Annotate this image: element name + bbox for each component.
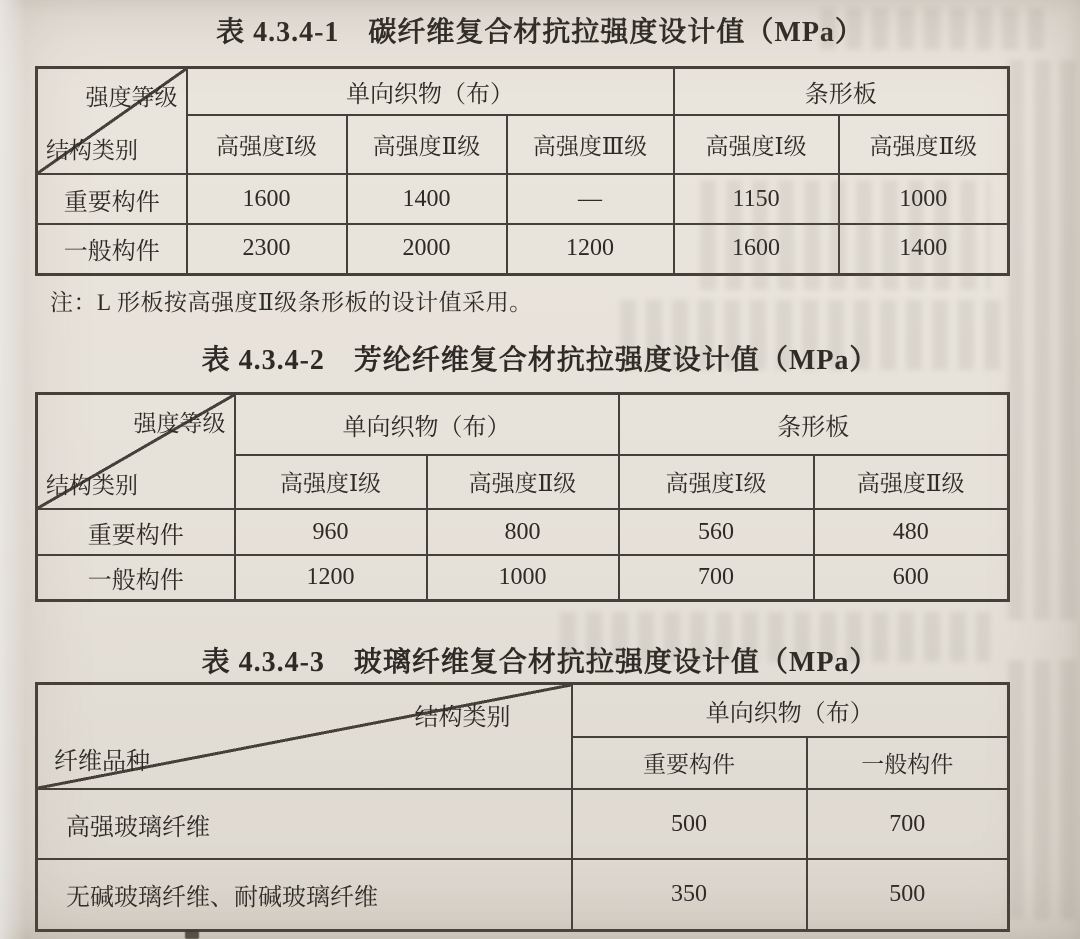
cell-value: 1600: [187, 174, 347, 224]
cell-value: 480: [814, 509, 1009, 555]
table1-title: 表 4.3.4-1 碳纤维复合材抗拉强度设计值（MPa）: [216, 17, 864, 48]
column-header: 高强度Ⅱ级: [427, 455, 619, 509]
bleed-through-smudge: [1008, 660, 1078, 920]
table-row: [37, 174, 1009, 224]
corner-bottom-label: 结构类别: [46, 138, 138, 163]
table3-title: 表 4.3.4-3 玻璃纤维复合材抗拉强度设计值（MPa）: [201, 647, 879, 678]
column-header: 高强度Ⅲ级: [507, 115, 674, 174]
group-header-strip: 条形板: [674, 68, 1009, 115]
corner-bottom-label: 结构类别: [46, 473, 138, 498]
row-label: 重要构件: [37, 174, 187, 224]
cell-value: 1600: [674, 224, 839, 274]
diagonal-header-cell: [37, 394, 235, 510]
cell-value: —: [507, 174, 674, 224]
table-carbon-fiber: [35, 66, 1010, 276]
cell-value: 960: [235, 509, 427, 555]
group-header-fabric: 单向织物（布）: [187, 68, 674, 115]
table2-title: 表 4.3.4-2 芳纶纤维复合材抗拉强度设计值（MPa）: [201, 345, 879, 376]
column-header: 高强度Ⅰ级: [619, 455, 814, 509]
cell-value: 1200: [507, 224, 674, 274]
diagonal-divider: [38, 69, 186, 173]
diagonal-divider: [38, 395, 234, 508]
corner-top-label: 强度等级: [133, 411, 226, 436]
table-glass-fiber: [35, 682, 1010, 932]
cell-value: 1000: [839, 174, 1009, 224]
row-label: 重要构件: [37, 509, 235, 555]
table-row: [37, 509, 1009, 555]
column-header: 高强度Ⅰ级: [674, 115, 839, 174]
column-header: 一般构件: [807, 737, 1009, 789]
diagonal-divider: [38, 685, 571, 788]
column-header: 重要构件: [572, 737, 807, 789]
table-row: [37, 789, 1009, 859]
column-header: 高强度Ⅰ级: [187, 115, 347, 174]
table-row: [37, 224, 1009, 274]
table-row: [37, 555, 1009, 600]
group-header-fabric: 单向织物（布）: [235, 394, 619, 455]
cell-value: 560: [619, 509, 814, 555]
cell-value: 500: [572, 789, 807, 859]
page-number-partial-mark: [185, 930, 199, 939]
corner-top-label: 结构类别: [414, 705, 511, 731]
row-label: 一般构件: [37, 555, 235, 600]
cell-value: 700: [807, 789, 1009, 859]
column-header: 高强度Ⅱ级: [347, 115, 507, 174]
group-header-fabric: 单向织物（布）: [572, 684, 1009, 737]
diagonal-header-cell: [37, 68, 187, 175]
group-header-strip: 条形板: [619, 394, 1009, 455]
diagonal-header-cell: [37, 684, 572, 790]
corner-bottom-label: 纤维品种: [54, 749, 150, 775]
column-header: 高强度Ⅱ级: [814, 455, 1009, 509]
row-label: 高强玻璃纤维: [37, 789, 572, 859]
cell-value: 350: [572, 859, 807, 930]
cell-value: 2000: [347, 224, 507, 274]
cell-value: 600: [814, 555, 1009, 600]
column-header: 高强度Ⅰ级: [235, 455, 427, 509]
cell-value: 800: [427, 509, 619, 555]
corner-top-label: 强度等级: [85, 85, 178, 110]
cell-value: 2300: [187, 224, 347, 274]
table1-note: 注：L 形板按高强度Ⅱ级条形板的设计值采用。: [50, 290, 533, 315]
cell-value: 1400: [839, 224, 1009, 274]
table-aramid-fiber: [35, 392, 1010, 602]
row-label: 无碱玻璃纤维、耐碱玻璃纤维: [37, 859, 572, 930]
column-header: 高强度Ⅱ级: [839, 115, 1009, 174]
cell-value: 1200: [235, 555, 427, 600]
cell-value: 1000: [427, 555, 619, 600]
cell-value: 500: [807, 859, 1009, 930]
page-edge-highlight: [0, 0, 26, 939]
cell-value: 700: [619, 555, 814, 600]
row-label: 一般构件: [37, 224, 187, 274]
table-row: [37, 859, 1009, 930]
cell-value: 1150: [674, 174, 839, 224]
cell-value: 1400: [347, 174, 507, 224]
